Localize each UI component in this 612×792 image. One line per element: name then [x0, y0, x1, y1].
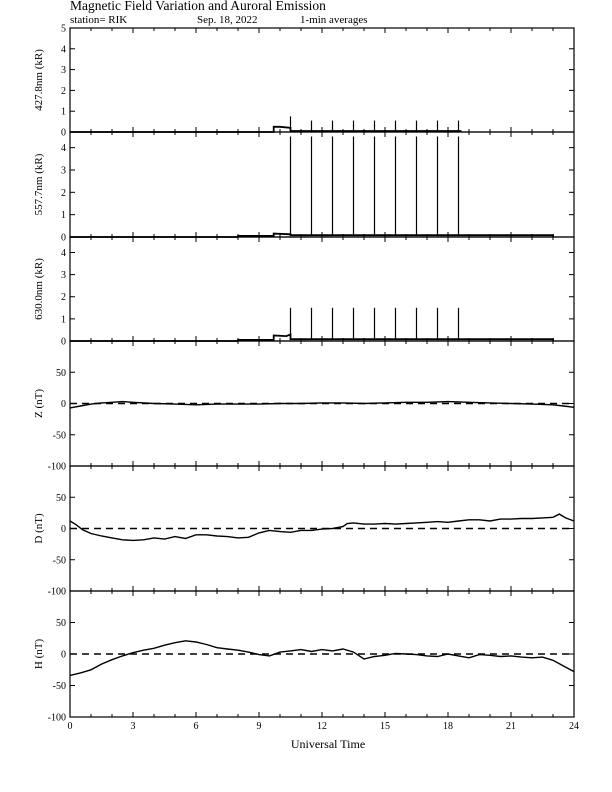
panel-pz — [33, 341, 574, 473]
y-tick-label: -100 — [47, 712, 66, 724]
y-tick-label: 1 — [61, 210, 66, 222]
x-tick-label: 3 — [130, 721, 136, 732]
panel-frame — [70, 132, 574, 237]
x-tick-label: 24 — [569, 721, 579, 732]
x-axis-label: Universal Time — [290, 737, 366, 751]
y-tick-label: 0 — [61, 232, 66, 244]
y-axis-label: H (nT) — [33, 638, 45, 670]
panel-frame — [70, 28, 574, 132]
x-tick-label: 6 — [193, 721, 199, 732]
y-tick-label: -50 — [52, 430, 66, 442]
y-tick-label: 4 — [61, 143, 66, 155]
y-axis-label: 630.0nm (kR) — [33, 258, 45, 320]
panel-p6300 — [33, 237, 574, 348]
x-tick-label: 12 — [317, 721, 327, 732]
panel-p4278 — [33, 24, 574, 139]
x-tick-label: 18 — [443, 721, 453, 732]
panels — [33, 24, 579, 733]
y-tick-label: -100 — [47, 461, 66, 473]
y-tick-label: 0 — [61, 399, 66, 410]
y-tick-label: 5 — [61, 23, 66, 35]
x-tick-label: 0 — [67, 721, 73, 732]
panel-frame — [70, 237, 574, 341]
y-tick-label: 0 — [61, 127, 66, 139]
panel-ph — [33, 591, 574, 724]
station-label: station= RIK — [70, 14, 128, 26]
y-tick-label: 3 — [61, 65, 66, 77]
x-tick-label: 21 — [506, 721, 516, 732]
y-axis-label: 557.7nm (kR) — [33, 153, 45, 216]
y-tick-label: 2 — [61, 187, 66, 199]
y-tick-label: 1 — [61, 314, 66, 326]
chart-title: Magnetic Field Variation and Auroral Emission — [70, 0, 326, 13]
y-tick-label: 4 — [61, 44, 66, 56]
y-tick-label: -50 — [52, 681, 66, 692]
y-tick-label: 4 — [61, 247, 66, 259]
y-tick-label: 2 — [61, 85, 66, 97]
date-label: Sep. 18, 2022 — [197, 14, 258, 26]
averaging-label: 1-min averages — [300, 14, 368, 26]
y-tick-label: 1 — [61, 106, 66, 118]
series-baseline — [70, 127, 461, 132]
panel-pd — [33, 466, 574, 598]
y-tick-label: 0 — [61, 524, 66, 535]
x-tick-label: 9 — [256, 721, 262, 732]
series-line — [70, 641, 574, 676]
x-tick-label: 15 — [380, 721, 390, 732]
panel-p5577 — [33, 132, 574, 244]
y-tick-label: 0 — [61, 336, 66, 348]
y-tick-label: -50 — [52, 555, 66, 567]
y-tick-label: 50 — [56, 367, 66, 379]
y-tick-label: 0 — [61, 649, 66, 661]
y-tick-label: 3 — [61, 165, 66, 177]
y-tick-label: 50 — [56, 492, 66, 504]
series-line — [70, 402, 574, 408]
y-tick-label: 2 — [61, 292, 66, 304]
y-axis-label: 427.8nm (kR) — [33, 49, 45, 111]
series-line — [70, 514, 574, 540]
y-tick-label: -100 — [47, 586, 66, 598]
y-axis-label: Z (nT) — [33, 388, 45, 419]
y-tick-label: 50 — [56, 618, 66, 629]
y-axis-label: D (nT) — [33, 513, 45, 544]
y-tick-label: 3 — [61, 270, 66, 282]
